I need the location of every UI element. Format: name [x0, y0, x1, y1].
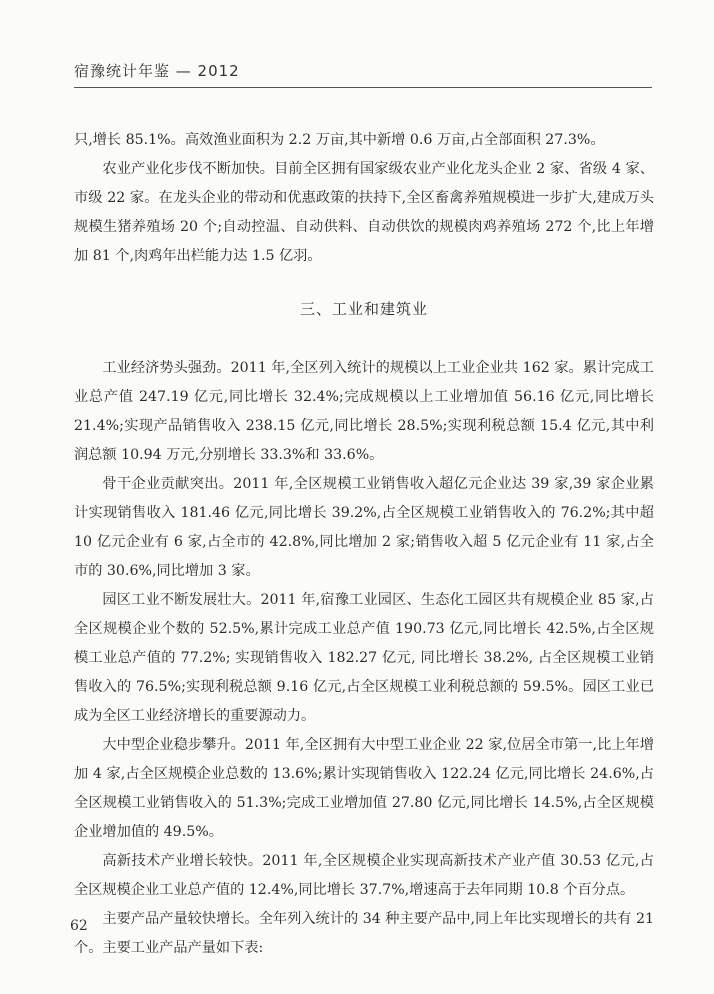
paragraph-main-products: 主要产品产量较快增长。全年列入统计的 34 种主要产品中,同上年比实现增长的共有 21 个。主要工业产品产量如下表:: [74, 911, 654, 956]
running-header: 宿豫统计年鉴 — 2012: [74, 60, 652, 88]
paragraph-large-medium-enterprises: 大中型企业稳步攀升。2011 年,全区拥有大中型工业企业 22 家,位居全市第一,比上年增加 4 家,占全区规模企业总数的 13.6%;累计实现销售收入 122.24 亿元,同比增长 24.6%,占全区规模工业销售收入的 51.3%;完成工业增加值 27.80 亿元,同比增长 14.5%,占全区规模企业增加值的 49.5%。: [74, 737, 654, 840]
page-body: [74, 126, 654, 963]
paragraph-key-enterprises: 骨干企业贡献突出。2011 年,全区规模工业销售收入超亿元企业达 39 家,39 家企业累计实现销售收入 181.46 亿元,同比增长 39.2%,占全区规模工业销售收入的 76.2%;其中超 10 亿元企业有 6 家,占全市的 42.8%,同比增加 2 家;销售收入超 5 亿元企业有 11 家,占全市的 30.6%,同比增加 3 家。: [74, 476, 654, 579]
paragraph-industrial-economy: 工业经济势头强劲。2011 年,全区列入统计的规模以上工业企业共 162 家。累计完成工业总产值 247.19 亿元,同比增长 32.4%;完成规模以上工业增加值 56.16 亿元,同比增长 21.4%;实现产品销售收入 238.15 亿元,同比增长 28.5%;实现利税总额 15.4 亿元,其中利润总额 10.94 万元,分别增长 33.3%和 33.6%。: [74, 360, 654, 463]
page-number: 62: [70, 918, 88, 934]
paragraph-agriculture-industrialization: 农业产业化步伐不断加快。目前全区拥有国家级农业产业化龙头企业 2 家、省级 4 家、市级 22 家。在龙头企业的带动和优惠政策的扶持下,全区畜禽养殖规模进一步扩大,建成万头规模生猪养殖场 20 个;自动控温、自动供料、自动供饮的规模肉鸡养殖场 272 个,比上年增加 81 个,肉鸡年出栏能力达 1.5 亿羽。: [74, 161, 654, 264]
paragraph-continued: 只,增长 85.1%。高效渔业面积为 2.2 万亩,其中新增 0.6 万亩,占全部面积 27.3%。: [74, 132, 605, 148]
paragraph-industrial-parks: 园区工业不断发展壮大。2011 年,宿豫工业园区、生态化工园区共有规模企业 85 家,占全区规模企业个数的 52.5%,累计完成工业总产值 190.73 亿元,同比增长 42.5%,占全区规模工业总产值的 77.2%; 实现销售收入 182.27 亿元, 同比增长 38.2%, 占全区规模工业销售收入的 76.5%;实现利税总额 9.16 亿元,占全区规模工业利税总额的 59.5%。园区工业已成为全区工业经济增长的重要源动力。: [74, 592, 654, 724]
section-heading: 三、工业和建筑业: [299, 300, 428, 318]
paragraph-high-tech-industry: 高新技术产业增长较快。2011 年,全区规模企业实现高新技术产业产值 30.53 亿元,占全区规模企业工业总产值的 12.4%,同比增长 37.7%,增速高于去年同期 10.8 个百分点。: [74, 853, 654, 898]
